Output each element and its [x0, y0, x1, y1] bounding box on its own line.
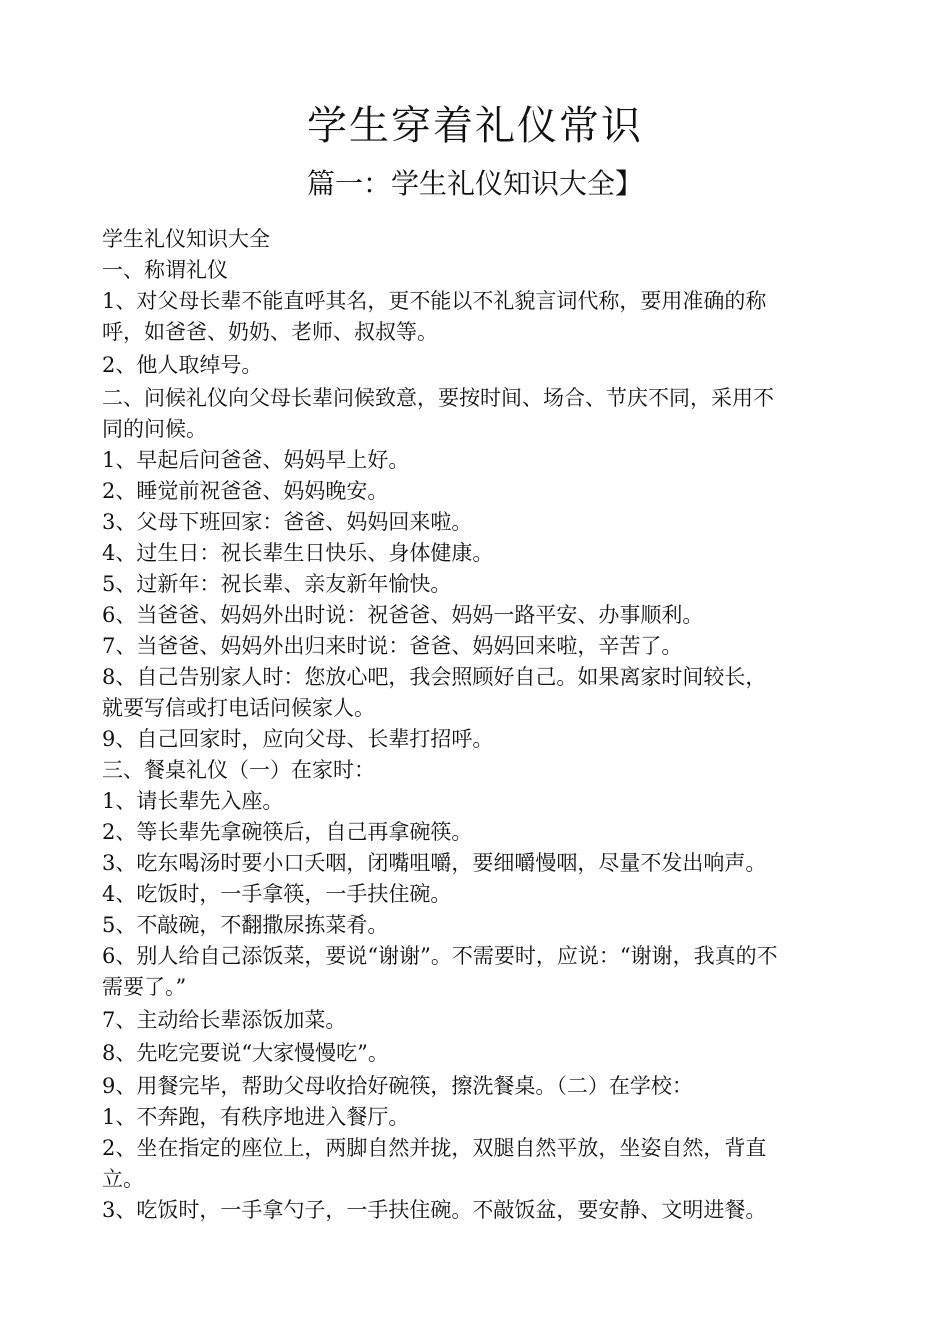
text-line: 2、他人取绰号。: [102, 353, 263, 377]
text-line: 4、过生日：祝长辈生日快乐、身体健康。: [102, 541, 494, 565]
text-line: 立。: [102, 1167, 144, 1191]
text-line: 4、吃饭时，一手拿筷，一手扶住碗。: [102, 882, 452, 906]
text-line: 9、自己回家时，应向父母、长辈打招呼。: [102, 727, 494, 751]
text-line: 3、父母下班回家：爸爸、妈妈回来啦。: [102, 510, 473, 534]
text-line: 需要了。”: [102, 975, 187, 999]
text-line: 1、对父母长辈不能直呼其名，更不能以不礼貌言词代称，要用准确的称: [102, 289, 767, 313]
text-line: 1、不奔跑，有秩序地进入餐厅。: [102, 1105, 410, 1129]
text-line: 8、自己告别家人时：您放心吧，我会照顾好自己。如果离家时间较长，: [102, 665, 767, 689]
text-line: 就要写信或打电话问候家人。: [102, 696, 375, 720]
page-subtitle: 篇一：学生礼仪知识大全】: [306, 167, 643, 200]
text-line: 同的问候。: [102, 417, 207, 441]
text-line: 2、睡觉前祝爸爸、妈妈晚安。: [102, 479, 389, 503]
text-line: 8、先吃完要说“大家慢慢吃”。: [102, 1041, 389, 1065]
text-line: 7、主动给长辈添饭加菜。: [102, 1008, 347, 1032]
text-line: 三、餐桌礼仪（一）在家时：: [102, 758, 375, 782]
page-title: 学生穿着礼仪常识: [307, 103, 643, 149]
text-line: 二、问候礼仪向父母长辈问候致意，要按时间、场合、节庆不同，采用不: [102, 386, 774, 410]
text-line: 6、别人给自己添饭菜，要说“谢谢”。不需要时，应说：“谢谢，我真的不: [102, 944, 778, 968]
text-line: 7、当爸爸、妈妈外出归来时说：爸爸、妈妈回来啦，辛苦了。: [102, 634, 683, 658]
text-line: 3、吃饭时，一手拿勺子，一手扶住碗。不敲饭盆，要安静、文明进餐。: [102, 1198, 767, 1222]
text-line: 6、当爸爸、妈妈外出时说：祝爸爸、妈妈一路平安、办事顺利。: [102, 603, 704, 627]
text-line: 3、吃东喝汤时要小口夭咽，闭嘴咀嚼，要细嚼慢咽，尽量不发出响声。: [102, 851, 767, 875]
text-line: 一、称谓礼仪: [102, 258, 228, 282]
text-line: 呼，如爸爸、奶奶、老师、叔叔等。: [102, 320, 438, 344]
text-line: 2、坐在指定的座位上，两脚自然并拢，双腿自然平放，坐姿自然，背直: [102, 1136, 767, 1160]
text-line: 1、早起后问爸爸、妈妈早上好。: [102, 448, 410, 472]
text-line: 5、过新年：祝长辈、亲友新年愉快。: [102, 572, 452, 596]
text-line: 5、不敲碗，不翻撒尿拣菜肴。: [102, 913, 389, 937]
text-line: 1、请长辈先入座。: [102, 789, 284, 813]
text-line: 学生礼仪知识大全: [102, 227, 270, 251]
text-line: 2、等长辈先拿碗筷后，自己再拿碗筷。: [102, 820, 473, 844]
text-line: 9、用餐完毕，帮助父母收拾好碗筷，擦洗餐桌。（二）在学校：: [102, 1074, 693, 1098]
document-body: [102, 224, 854, 1226]
